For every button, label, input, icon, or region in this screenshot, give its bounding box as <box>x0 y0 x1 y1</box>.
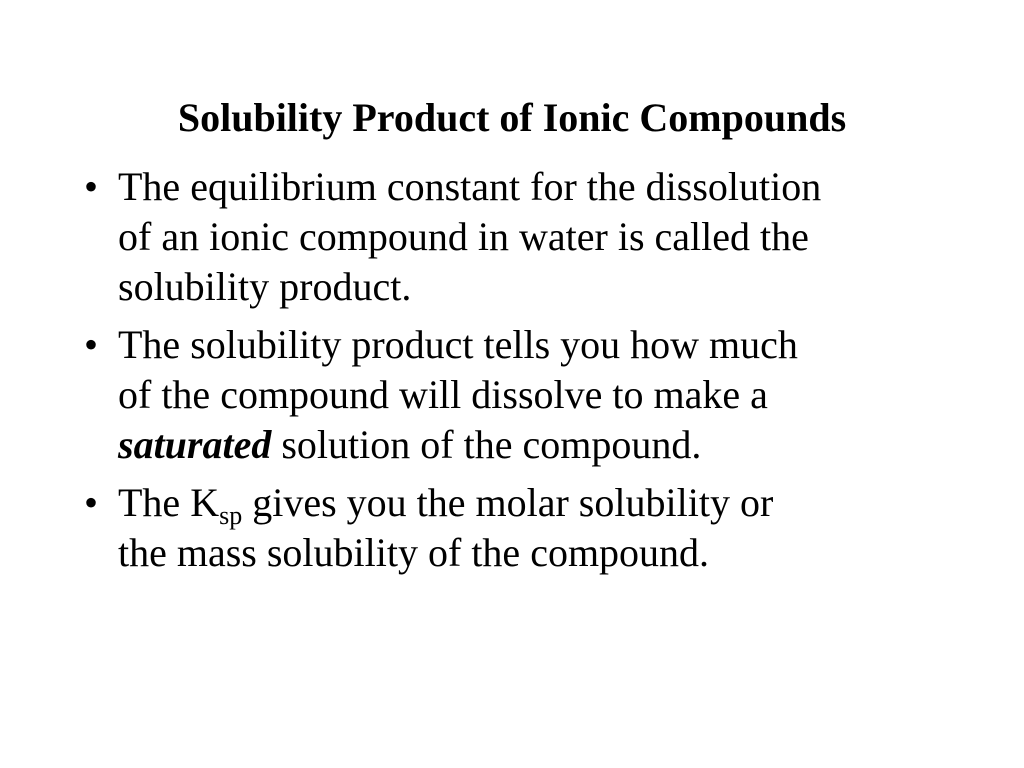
bullet-list <box>84 162 944 586</box>
bullet-3-line-2: the mass solubility of the compound. <box>118 530 710 575</box>
ksp-subscript: sp <box>219 501 243 530</box>
bullet-marker: • <box>84 164 99 209</box>
bullet-3-line-1-rest: gives you the molar solubility or <box>242 480 774 525</box>
bullet-1-line-2: of an ionic compound in water is called the <box>118 214 809 259</box>
slide-title: Solubility Product of Ionic Compounds <box>177 95 847 140</box>
bullet-3-lead: The K <box>118 480 220 525</box>
bullet-marker: • <box>84 480 99 525</box>
bullet-item-2 <box>84 320 944 470</box>
bullet-1-line-1: The equilibrium constant for the dissolution <box>118 164 822 209</box>
bullet-marker: • <box>84 322 99 367</box>
bullet-2-line-2: of the compound will dissolve to make a <box>118 372 768 417</box>
bullet-item-3 <box>84 478 944 578</box>
bullet-1-line-3: solubility product. <box>118 264 412 309</box>
bullet-2-line-3: solution of the compound. <box>271 422 702 467</box>
bullet-item-1 <box>84 162 944 312</box>
emphasis-saturated: saturated <box>118 422 272 467</box>
bullet-2-line-1: The solubility product tells you how much <box>118 322 798 367</box>
